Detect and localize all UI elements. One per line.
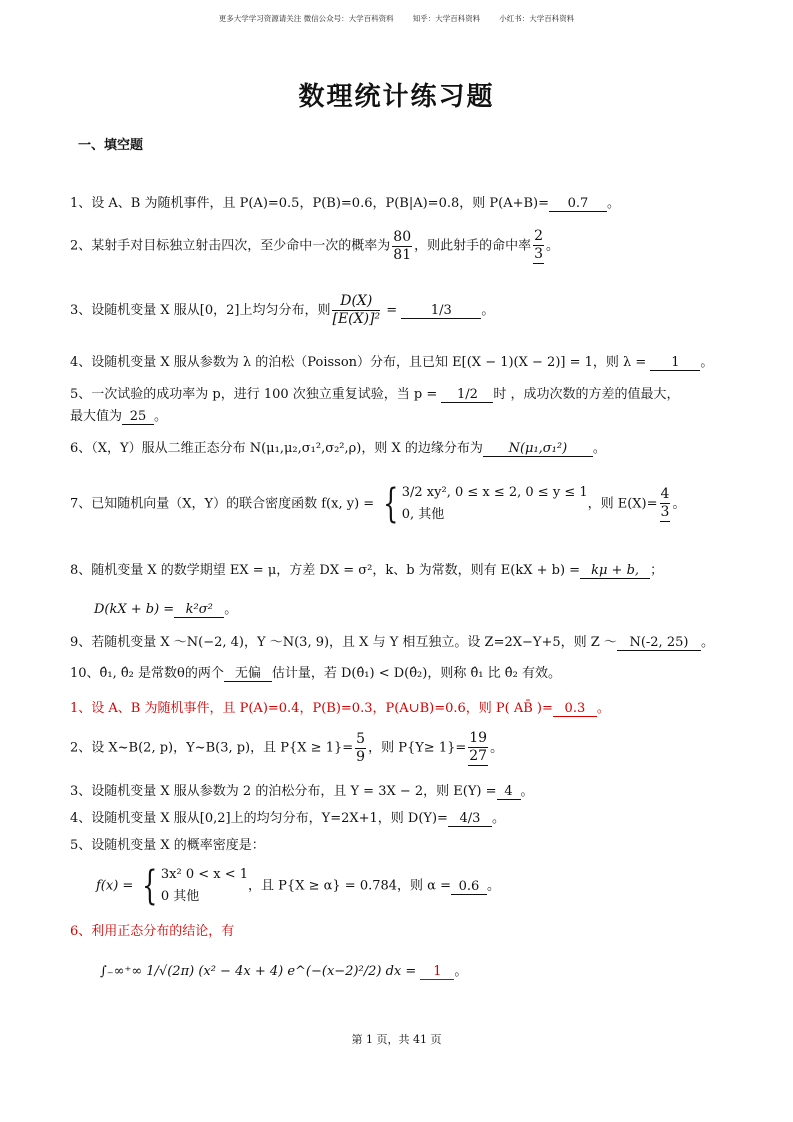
answer-blank: N(-2, 25) bbox=[617, 636, 701, 651]
answer-blank: 1 bbox=[420, 965, 454, 980]
question-text: 10、θ̂₁, θ̂₂ 是常数θ的两个 bbox=[70, 666, 224, 681]
section-heading: 一、填空题 bbox=[78, 138, 144, 153]
question-text: 7、已知随机向量（X，Y）的联合密度函数 f(x, y) = bbox=[70, 496, 379, 512]
question-r4: 4、设随机变量 X 服从[0,2]上的均匀分布，Y=2X+1，则 D(Y)= 4/3 。 bbox=[70, 811, 505, 826]
question-r5 bbox=[70, 838, 265, 854]
question-2: 2、某射手对目标独立射击四次，至少命中一次的概率为 $\frac{80}{81}$ ，则此射手的命中率 $\frac{2}{3}$ 。 bbox=[70, 228, 560, 263]
question-text: 3、设随机变量 X 服从参数为 2 的泊松分布，且 Y = 3X − 2，则 E(Y) = bbox=[70, 784, 497, 799]
question-text: 6、利用正态分布的结论，有 bbox=[70, 924, 235, 939]
answer-blank: kμ + b, bbox=[580, 564, 650, 579]
fraction: $\frac{5}{9}$ bbox=[356, 730, 366, 765]
piecewise-cases: 3/2 xy², 0 ≤ x ≤ 2, 0 ≤ y ≤ 1 0, 其他 bbox=[401, 485, 588, 522]
question-6: 6、（X，Y）服从二维正态分布 N(μ₁,μ₂,σ₁²,σ₂²,ρ)，则 X 的边缘分布为 N(μ₁,σ₁²) 。 bbox=[70, 441, 606, 456]
page-header: 更多大学学习资源请关注 微信公众号：大学百科资料 知乎：大学百科资料 小红书：大学百科资料 bbox=[218, 14, 575, 23]
question-text: 1、设 A、B 为随机事件，且 P(A)=0.5，P(B)=0.6，P(B|A)=0.8，则 P(A+B)= bbox=[70, 196, 549, 211]
answer-blank: 4/3 bbox=[448, 812, 492, 827]
question-3: 3、设随机变量 X 服从[0，2]上均匀分布，则 $\frac{D(X)}{\text{[E(X)]²}}$ = 1/3 。 bbox=[70, 293, 495, 327]
question-text: 4、设随机变量 X 服从参数为 λ 的泊松（Poisson）分布，且已知 E[(X − 1)(X − 2)] = 1，则 λ = bbox=[70, 355, 651, 370]
answer-blank: 0.3 bbox=[553, 702, 597, 717]
answer-blank: 0.6 bbox=[451, 880, 487, 895]
question-text: 1、设 A、B 为随机事件，且 P(A)=0.4，P(B)=0.3，P(A∪B)=0.6，则 P( AB̄ )= bbox=[70, 701, 553, 716]
question-text: 3、设随机变量 X 服从[0，2]上均匀分布，则 bbox=[70, 303, 331, 318]
answer-blank: 0.7 bbox=[549, 197, 607, 212]
question-text: 2、设 X~B(2, p)，Y~B(3, p)，且 P{X ≥ 1}= bbox=[70, 740, 354, 756]
fraction: $\frac{80}{81}$ bbox=[393, 228, 412, 263]
question-10: 10、θ̂₁, θ̂₂ 是常数θ的两个 无偏 估计量，若 D(θ̂₁) < D(θ̂₂)，则称 θ̂₁ 比 θ̂₂ 有效。 bbox=[70, 666, 561, 681]
answer-blank: k²σ² bbox=[174, 603, 224, 618]
left-brace: { bbox=[142, 863, 158, 909]
question-r6-formula: ∫₋∞⁺∞ 1/√(2π) (x² − 4x + 4) e^(−(x−2)²/2) dx = 1 。 bbox=[100, 964, 468, 979]
question-r5-formula: f(x) = { 3x² 0 < x < 1 0 其他 ，且 P{X ≥ α} = 0.784，则 α = 0.6 。 bbox=[96, 863, 500, 909]
question-7: 7、已知随机向量（X，Y）的联合密度函数 f(x, y) = { 3/2 xy², 0 ≤ x ≤ 2, 0 ≤ y ≤ 1 0, 其他 ，则 E(X)= $\frac{4}{3}$ 。 bbox=[70, 481, 686, 527]
question-5: 5、一次试验的成功率为 p，进行 100 次独立重复试验，当 p = 1/2 时 ，成功次数的方差的值最大， bbox=[70, 387, 680, 402]
fraction: $\frac{D(X)}{\text{[E(X)]²}}$ bbox=[332, 293, 381, 327]
question-text: 4、设随机变量 X 服从[0,2]上的均匀分布，Y=2X+1，则 D(Y)= bbox=[70, 811, 448, 826]
question-text: 5、一次试验的成功率为 p，进行 100 次独立重复试验，当 p = bbox=[70, 387, 442, 402]
answer-fraction: $\frac{4}{3}$ bbox=[660, 486, 670, 520]
answer-blank: 1/2 bbox=[441, 388, 493, 403]
question-text: 2、某射手对目标独立射击四次，至少命中一次的概率为 bbox=[70, 238, 391, 254]
question-5-line2: 最大值为 25 。 bbox=[70, 409, 168, 424]
page-title: 数理统计练习题 bbox=[298, 82, 495, 112]
question-8-line2: D(kX + b) = k²σ² 。 bbox=[94, 602, 238, 617]
question-9: 9、若随机变量 X ～N(−2, 4)，Y ～N(3, 9)，且 X 与 Y 相互独立。设 Z=2X−Y+5，则 Z ～ N(-2, 25) 。 bbox=[70, 635, 714, 650]
question-r1: 1、设 A、B 为随机事件，且 P(A)=0.4，P(B)=0.3，P(A∪B)=0.6，则 P( AB̄ )= 0.3 。 bbox=[70, 701, 610, 716]
answer-fraction: $\frac{2}{3}$ bbox=[534, 228, 544, 262]
answer-blank: 25 bbox=[122, 410, 154, 425]
question-text: 9、若随机变量 X ～N(−2, 4)，Y ～N(3, 9)，且 X 与 Y 相互独立。设 Z=2X−Y+5，则 Z ～ bbox=[70, 635, 617, 650]
question-8: 8、随机变量 X 的数学期望 EX = μ，方差 DX = σ²，k、b 为常数，则有 E(kX + b) = kμ + b, ； bbox=[70, 563, 664, 578]
answer-blank: 无偏 bbox=[224, 667, 272, 682]
answer-blank: N(μ₁,σ₁²) bbox=[483, 442, 593, 457]
piecewise-cases: 3x² 0 < x < 1 0 其他 bbox=[160, 867, 249, 904]
answer-fraction: $\frac{19}{27}$ bbox=[469, 730, 488, 764]
question-text: 6、（X，Y）服从二维正态分布 N(μ₁,μ₂,σ₁²,σ₂²,ρ)，则 X 的边缘分布为 bbox=[70, 441, 483, 456]
page-footer: 第 1 页，共 41 页 bbox=[351, 1033, 442, 1046]
question-r6 bbox=[70, 924, 234, 940]
question-4: 4、设随机变量 X 服从参数为 λ 的泊松（Poisson）分布，且已知 E[(X − 1)(X − 2)] = 1，则 λ = 1 。 bbox=[70, 355, 714, 370]
question-r3: 3、设随机变量 X 服从参数为 2 的泊松分布，且 Y = 3X − 2，则 E(Y) = 4 。 bbox=[70, 784, 534, 799]
question-r2: 2、设 X~B(2, p)，Y~B(3, p)，且 P{X ≥ 1}= $\frac{5}{9}$ ，则 P{Y≥ 1}= $\frac{19}{27}$ 。 bbox=[70, 730, 504, 765]
question-1: 1、设 A、B 为随机事件，且 P(A)=0.5，P(B)=0.6，P(B|A)=0.8，则 P(A+B)= 0.7 。 bbox=[70, 196, 621, 211]
answer-blank: 1/3 bbox=[401, 304, 481, 319]
question-text: 8、随机变量 X 的数学期望 EX = μ，方差 DX = σ²，k、b 为常数，则有 E(kX + b) = bbox=[70, 563, 581, 578]
question-text: 5、设随机变量 X 的概率密度是： bbox=[70, 838, 265, 853]
answer-blank: 4 bbox=[497, 785, 521, 800]
left-brace: { bbox=[383, 481, 399, 527]
integral-expression: ∫₋∞⁺∞ 1/√(2π) (x² − 4x + 4) e^(−(x−2)²/2) dx = bbox=[100, 964, 421, 979]
answer-blank: 1 bbox=[650, 356, 700, 371]
